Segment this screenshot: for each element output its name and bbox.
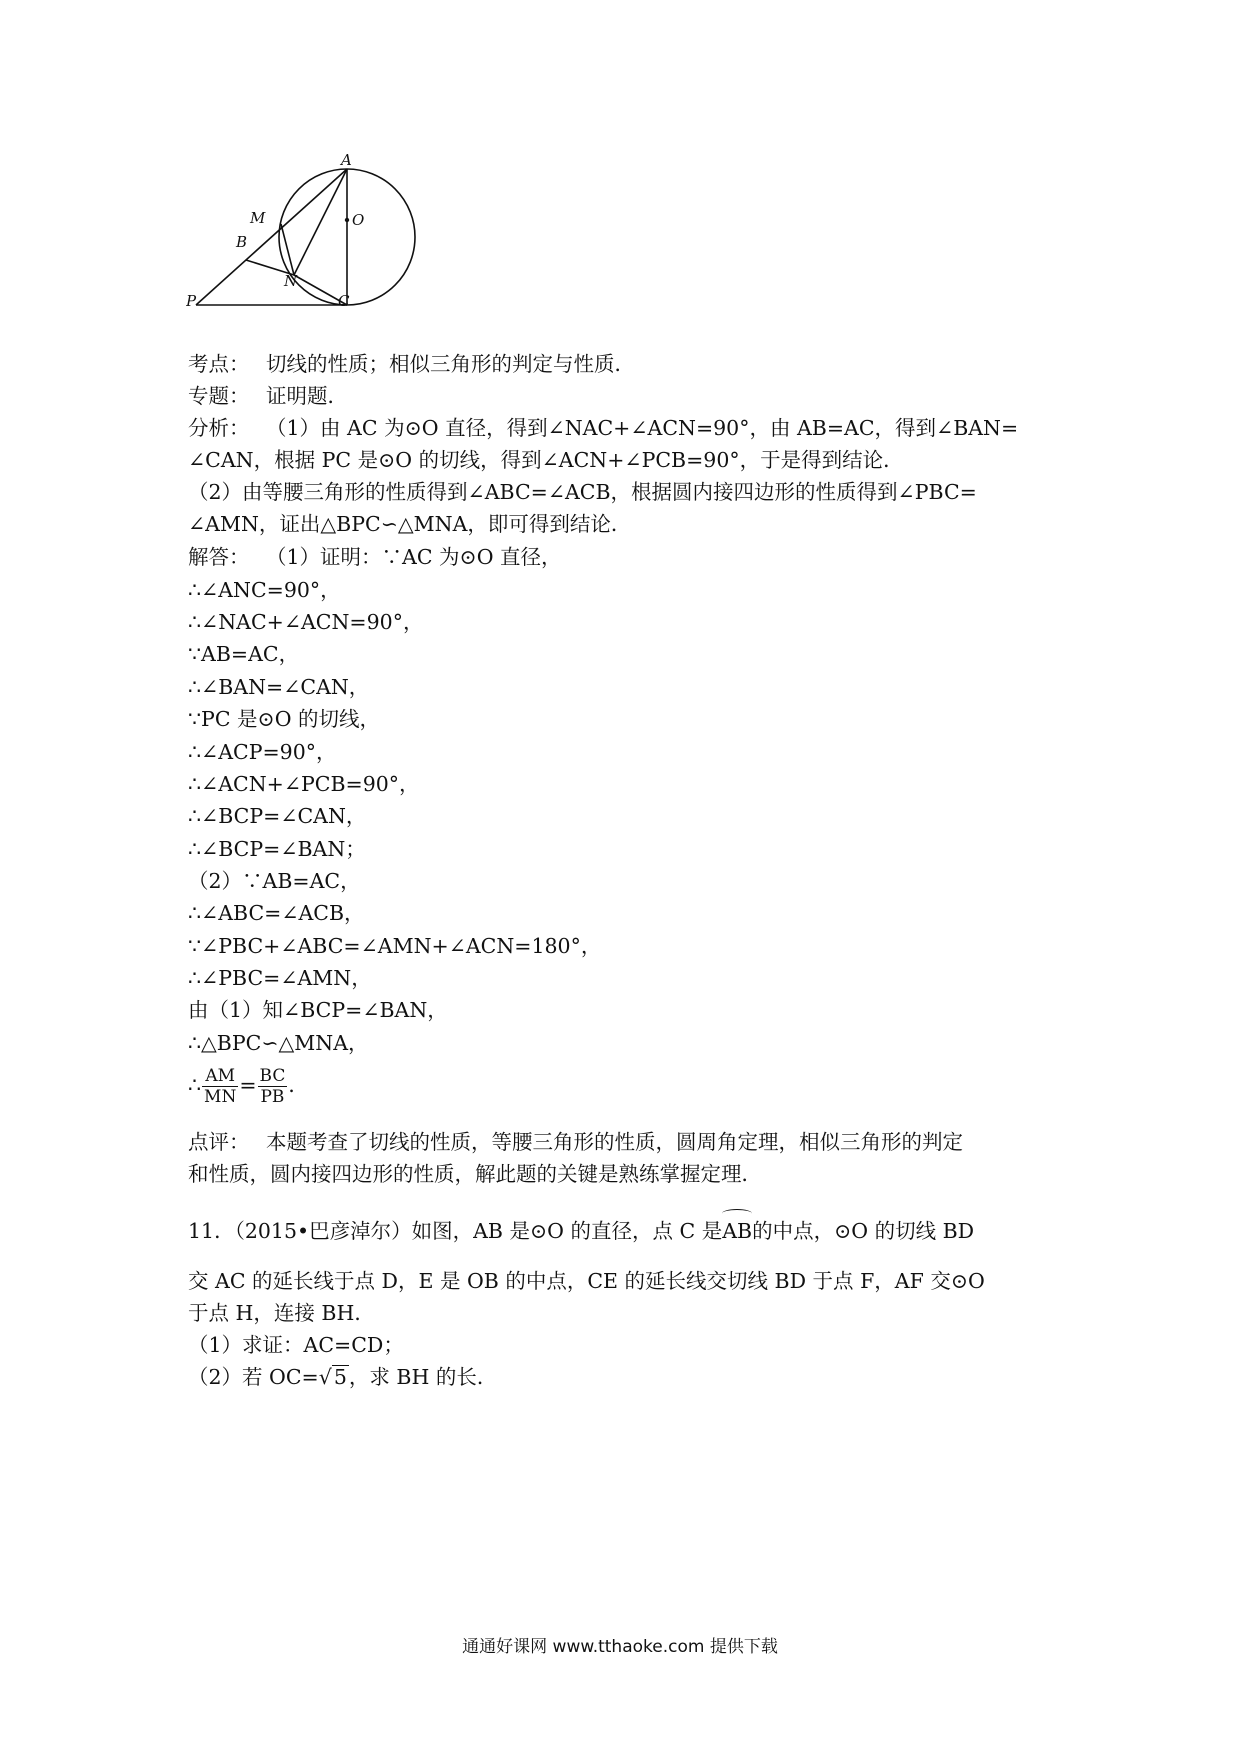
equals-sign: = [239,1073,257,1097]
review-line-1 [188,1126,963,1158]
solution-step: ∴△BPC∽△MNA， [188,1031,369,1055]
solution-step: ∵PC 是⊙O 的切线， [188,707,381,731]
sqrt-radicand: 5 [333,1365,347,1389]
review-line-2: 和性质，圆内接四边形的性质，解此题的关键是熟练掌握定理． [188,1162,762,1186]
problem11-line-3: 于点 H，连接 BH． [188,1301,375,1325]
arc-ab: AB [722,1215,752,1247]
segment-mn [281,224,294,275]
kaodian-text: 切线的性质；相似三角形的判定与性质． [266,352,635,376]
label-b: B [236,233,248,251]
fenxi-text-1: （1）由 AC 为⊙O 直径，得到∠NAC+∠ACN=90°，由 AB=AC，得到∠BAN= [266,416,1019,440]
zhuanti-text: 证明题． [266,384,348,408]
solution-step: ∴∠ABC=∠ACB， [188,901,365,925]
fraction-numerator: BC [259,1066,286,1086]
problem11-line-1 [188,1215,974,1247]
zhuanti-line [188,380,348,412]
solution-step: ∴∠ACP=90°， [188,740,337,764]
fenxi-line-4: ∠AMN，证出△BPC∽△MNA，即可得到结论． [188,512,632,536]
label-a: A [341,151,352,169]
label-o: O [352,211,365,229]
sqrt-sign: √ [318,1365,332,1389]
solution-line-first [188,541,562,573]
label-p: P [186,292,197,310]
solution-step: ∵∠PBC+∠ABC=∠AMN+∠ACN=180°， [188,934,602,958]
fraction-denominator: PB [260,1087,285,1107]
problem11-text-1b: 的中点，⊙O 的切线 BD [752,1219,975,1243]
problem11-line-2: 交 AC 的延长线于点 D，E 是 OB 的中点，CE 的延长线交切线 BD 于点 F，AF 交⊙O [188,1269,985,1293]
solution-first-text: （1）证明：∵AC 为⊙O 直径， [266,545,562,569]
problem11-text-1a: 11．（2015•巴彦淖尔）如图，AB 是⊙O 的直径，点 C 是 [188,1219,723,1243]
solution-step: ∴∠ANC=90°， [188,578,341,602]
solution-step: ∴∠NAC+∠ACN=90°， [188,610,424,634]
final-prefix: ∴ [188,1073,202,1097]
fraction-denominator: MN [204,1087,237,1107]
kaodian-label: 考点： [188,352,250,376]
problem11-q2-text-b: ，求 BH 的长． [348,1365,498,1389]
fraction-numerator: AM [202,1066,238,1087]
segment-an [294,169,347,275]
solution-step: 由（1）知∠BCP=∠BAN， [188,998,448,1022]
zhuanti-label: 专题： [188,384,250,408]
solution-step: ∴∠BAN=∠CAN， [188,675,370,699]
fraction-am-mn [202,1066,238,1107]
fenxi-label: 分析： [188,416,250,440]
fraction-bc-pb [258,1066,288,1107]
label-n: N [284,272,298,290]
solution-step: ∴∠PBC=∠AMN， [188,966,372,990]
label-c: C [338,292,350,310]
kaodian-line [188,348,635,380]
solution-label: 解答： [188,545,250,569]
solution-final-line [188,1063,309,1107]
solution-step: ∴∠BCP=∠BAN； [188,837,366,861]
geometry-figure [186,150,436,346]
solution-step: ∴∠ACN+∠PCB=90°， [188,772,420,796]
segment-pa [196,169,347,305]
fenxi-line-3: （2）由等腰三角形的性质得到∠ABC=∠ACB，根据圆内接四边形的性质得到∠PBC= [188,480,977,504]
solution-step: ∵AB=AC， [188,642,300,666]
fenxi-line-1 [188,412,1018,444]
label-m: M [250,209,266,227]
solution-step: ∴∠BCP=∠CAN， [188,804,367,828]
review-label: 点评： [188,1130,250,1154]
final-suffix: ． [288,1073,309,1097]
review-text-1: 本题考查了切线的性质，等腰三角形的性质，圆周角定理，相似三角形的判定 [266,1130,963,1154]
fenxi-line-2: ∠CAN，根据 PC 是⊙O 的切线，得到∠ACN+∠PCB=90°，于是得到结论． [188,448,904,472]
problem11-q2-text-a: （2）若 OC= [188,1365,319,1389]
center-point-o [345,218,349,222]
page-footer: 通通好课网 www.tthaoke.com 提供下载 [462,1637,778,1657]
problem11-question-2 [188,1361,497,1393]
problem11-question-1: （1）求证：AC=CD； [188,1333,404,1357]
solution-step: （2）∵AB=AC， [188,869,361,893]
